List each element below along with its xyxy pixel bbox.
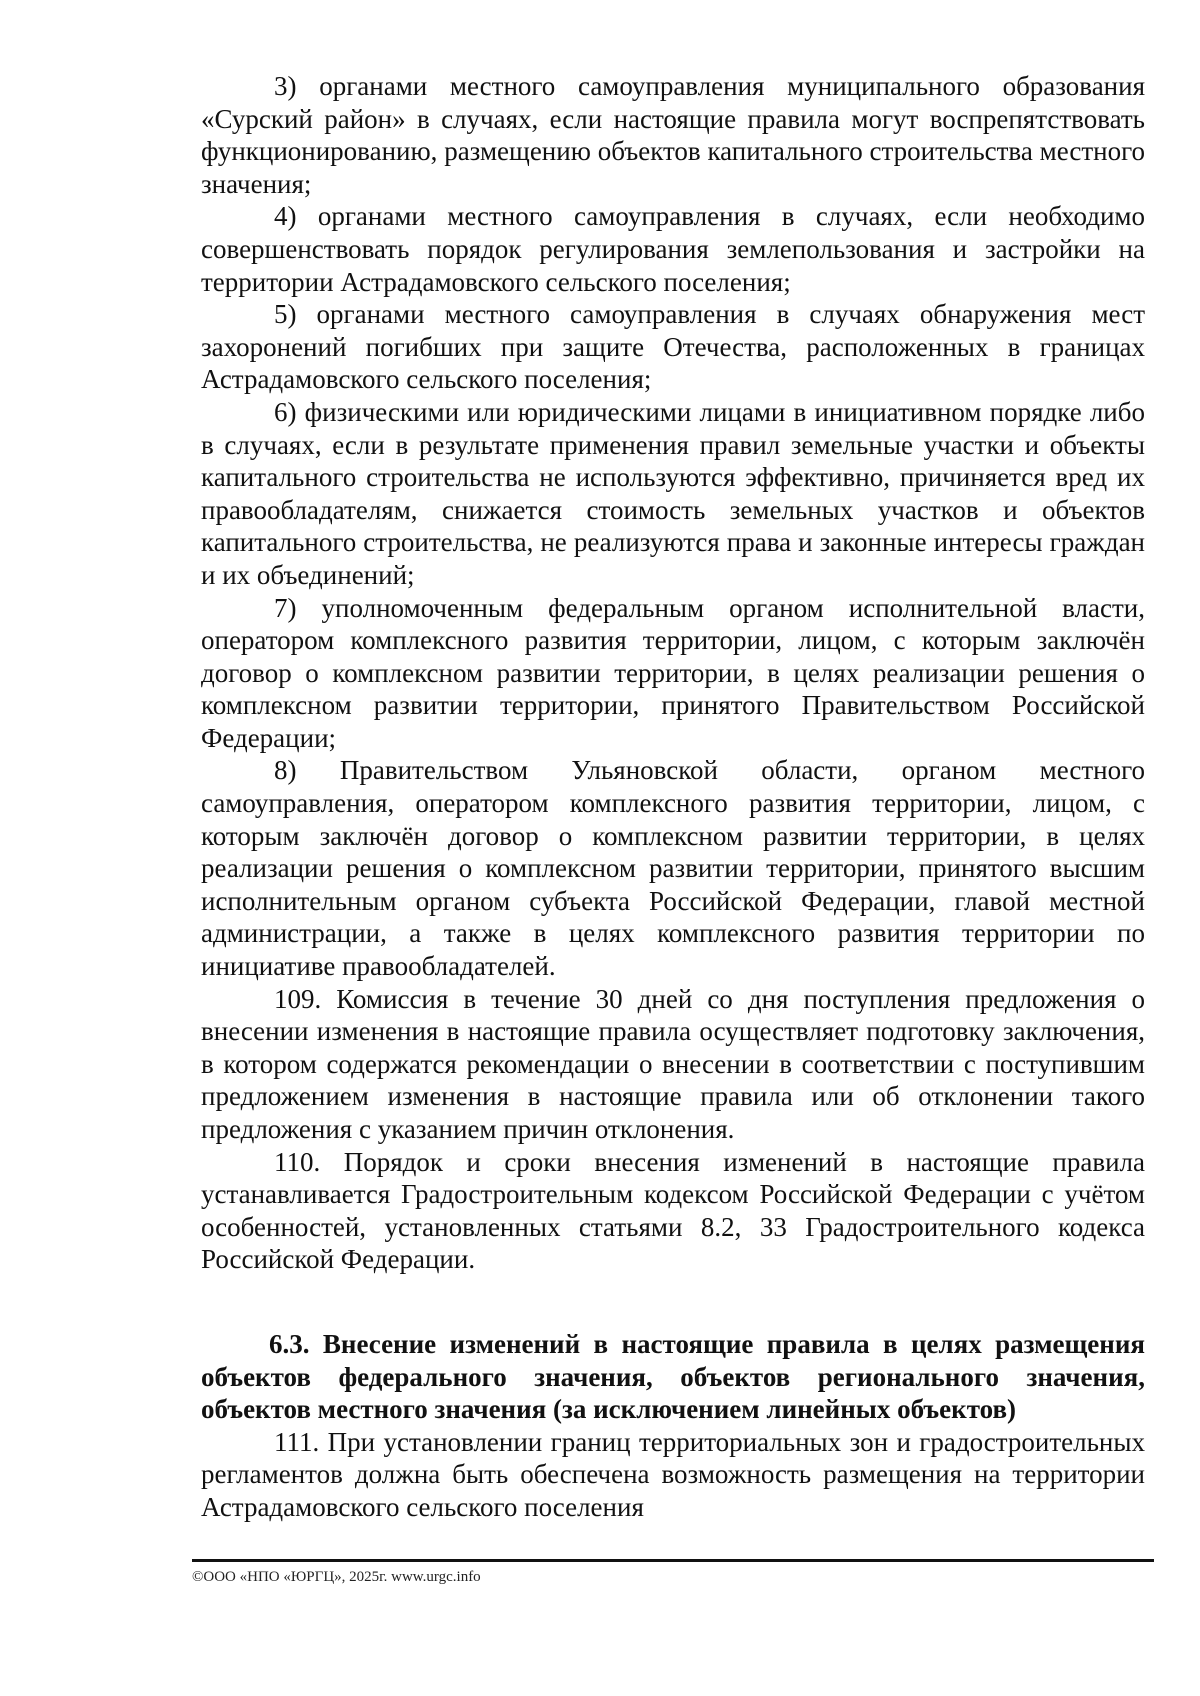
paragraph-item-6: 6) физическими или юридическими лицами в инициативном порядке либо в случаях, если в результате применения правил земельные участки и объекты капитального строительства не используются эффективно, причиняется вред их правообладателям, снижается стоимость земельных участков и объектов капитального строительства, не реализуются права и законные интересы граждан и их объединений; <box>201 396 1145 590</box>
paragraph-item-4: 4) органами местного самоуправления в случаях, если необходимо совершенствовать порядок регулирования землепользования и застройки на территории Астрадамовского сельского поселения; <box>201 201 1145 297</box>
paragraph-item-7: 7) уполномоченным федеральным органом исполнительной власти, оператором комплексного развития территории, лицом, с которым заключён договор о комплексном развитии территории, в целях реализации решения о комплексном развитии территории, принятого Правительством Российской Федерации; <box>201 592 1145 753</box>
paragraph-109: 109. Комиссия в течение 30 дней со дня поступления предложения о внесении изменения в настоящие правила осуществляет подготовку заключения, в котором содержатся рекомендации о внесении в соответствии с поступившим предложением изменения в настоящие правила или об отклонении такого предложения с указанием причин отклонения. <box>201 983 1145 1144</box>
paragraph-111: 111. При установлении границ территориальных зон и градостроительных регламентов должна быть обеспечена возможность размещения на территории Астрадамовского сельского поселения <box>201 1426 1145 1522</box>
section-heading-6-3: 6.3. Внесение изменений в настоящие правила в целях размещения объектов федерального значения, объектов регионального значения, объектов местного значения (за исключением линейных объектов) <box>201 1328 1145 1425</box>
paragraph-110: 110. Порядок и сроки внесения изменений в настоящие правила устанавливается Градостроительным кодексом Российской Федерации с учётом особенностей, установленных статьями 8.2, 33 Градостроительного кодекса Российской Федерации. <box>201 1146 1145 1275</box>
footer-copyright: ©ООО «НПО «ЮРГЦ», 2025г. www.urgc.info <box>192 1569 481 1585</box>
paragraph-item-3: 3) органами местного самоуправления муниципального образования «Сурский район» в случаях, если настоящие правила могут воспрепятствовать функционированию, размещению объектов капитального строительства местного значения; <box>201 71 1145 199</box>
paragraph-item-8: 8) Правительством Ульяновской области, органом местного самоуправления, оператором комплексного развития территории, лицом, с которым заключён договор о комплексном развитии территории, в целях реализации решения о комплексном развитии территории, принятого высшим исполнительным органом субъекта Российской Федерации, главой местной администрации, а также в целях комплексного развития территории по инициативе правообладателей. <box>201 755 1145 982</box>
footer-divider <box>192 1559 1154 1562</box>
document-body <box>201 70 1145 1524</box>
paragraph-item-5: 5) органами местного самоуправления в случаях обнаружения мест захоронений погибших при защите Отечества, расположенных в границах Астрадамовского сельского поселения; <box>201 299 1145 395</box>
